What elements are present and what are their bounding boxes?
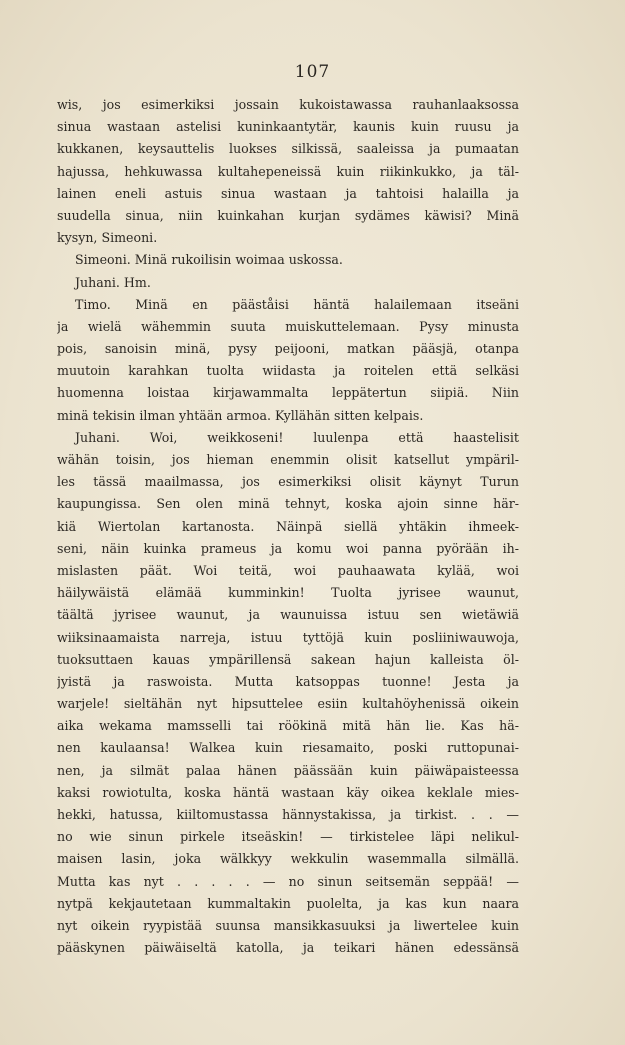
text-line: nen kaulaansa! Walkea kuin riesamaito, poski ruttopunai-	[57, 740, 519, 756]
text-line: hajussa, hehkuwassa kultahepeneissä kuin riikinkukko, ja täl-	[57, 163, 519, 179]
text-line: wiiksinaamaista narreja, istuu tyttöjä kuin posliiniwauwoja,	[57, 629, 519, 645]
text-line: aika wekama mamsselli tai röökinä mitä hän lie. Kas hä-	[57, 718, 519, 734]
text-line: seni, näin kuinka prameus ja komu woi panna pyörään ih-	[57, 540, 519, 556]
text-line: Simeoni. Minä rukoilisin woimaa uskossa.	[75, 252, 343, 268]
text-line: sinua wastaan astelisi kuninkaantytär, kaunis kuin ruusu ja	[57, 119, 519, 135]
text-line: Juhani. Hm.	[75, 274, 151, 290]
text-line: suudella sinua, niin kuinkahan kurjan sydämes käwisi? Minä	[57, 207, 519, 223]
text-line: tuoksuttaen kauas ympärillensä sakean hajun kalleista öl-	[57, 651, 519, 667]
text-line: nyt oikein ryypistää suunsa mansikkasuuksi ja liwertelee kuin	[57, 917, 519, 933]
text-line: Timo. Minä en pääståisi häntä halailemaan itseäni	[75, 296, 519, 312]
text-line: hekki, hatussa, kiiltomustassa hännystakissa, ja tirkist. . . —	[57, 807, 519, 822]
text-line: nen, ja silmät palaa hänen päässään kuin päiwäpaisteessa	[57, 762, 519, 778]
text-line: kaupungissa. Sen olen minä tehnyt, koska ajoin sinne här-	[57, 496, 519, 512]
text-line: jyistä ja raswoista. Mutta katsoppas tuonne! Jesta ja	[57, 673, 519, 689]
text-line: wis, jos esimerkiksi jossain kukoistawassa rauhanlaaksossa	[57, 97, 519, 112]
text-line: kukkanen, keysauttelis luokses silkissä, saaleissa ja pumaatan	[57, 141, 519, 157]
page-number: 107	[294, 62, 331, 82]
text-line: huomenna loistaa kirjawammalta leppätertun siipiä. Niin	[57, 385, 519, 401]
text-line: warjele! sieltähän nyt hipsuttelee esiin kultahöyhenissä oikein	[57, 696, 519, 712]
text-line: nytpä kekjautetaan kummaltakin puolelta, ja kas kun naara	[57, 895, 519, 911]
text-line: Juhani. Woi, weikkoseni! luulenpa että haastelisit	[75, 429, 519, 445]
text-line: lainen eneli astuis sinua wastaan ja tahtoisi halailla ja	[57, 185, 519, 201]
text-line: maisen lasin, joka wälkkyy wekkulin wasemmalla silmällä.	[57, 851, 519, 867]
text-line: kiä Wiertolan kartanosta. Näinpä siellä yhtäkin ihmeek-	[57, 518, 519, 534]
text-line: kysyn, Simeoni.	[57, 230, 158, 246]
text-line: pääskynen päiwäiseltä katolla, ja teikari hänen edessänsä	[57, 940, 519, 956]
text-line: häilywäistä elämää kumminkin! Tuolta jyrisee waunut,	[57, 585, 519, 601]
text-line: mislasten päät. Woi teitä, woi pauhaawata kylää, woi	[57, 562, 519, 578]
body-text	[57, 94, 519, 959]
text-line: no wie sinun pirkele itseäskin! — tirkistelee läpi nelikul-	[57, 829, 519, 845]
text-line: täältä jyrisee waunut, ja waunuissa istuu sen wietäwiä	[57, 607, 519, 623]
text-line: wähän toisin, jos hieman enemmin olisit katsellut ympäril-	[57, 452, 519, 467]
text-line: les tässä maailmassa, jos esimerkiksi olisit käynyt Turun	[57, 474, 519, 490]
text-line: muutoin karahkan tuolta wiidasta ja roitelen että selkäsi	[57, 363, 519, 379]
text-line: pois, sanoisin minä, pysy peijooni, matkan pääsjä, otanpa	[57, 341, 519, 357]
text-line: Mutta kas nyt . . . . . — no sinun seitsemän seppää! —	[57, 873, 519, 889]
text-line: ja wielä wähemmin suuta muiskuttelemaan. Pysy minusta	[57, 318, 519, 334]
text-line: kaksi rowiotulta, koska häntä wastaan käy oikea keklale mies-	[57, 784, 519, 800]
text-line: minä tekisin ilman yhtään armoa. Kyllähän sitten kelpais.	[57, 407, 424, 423]
